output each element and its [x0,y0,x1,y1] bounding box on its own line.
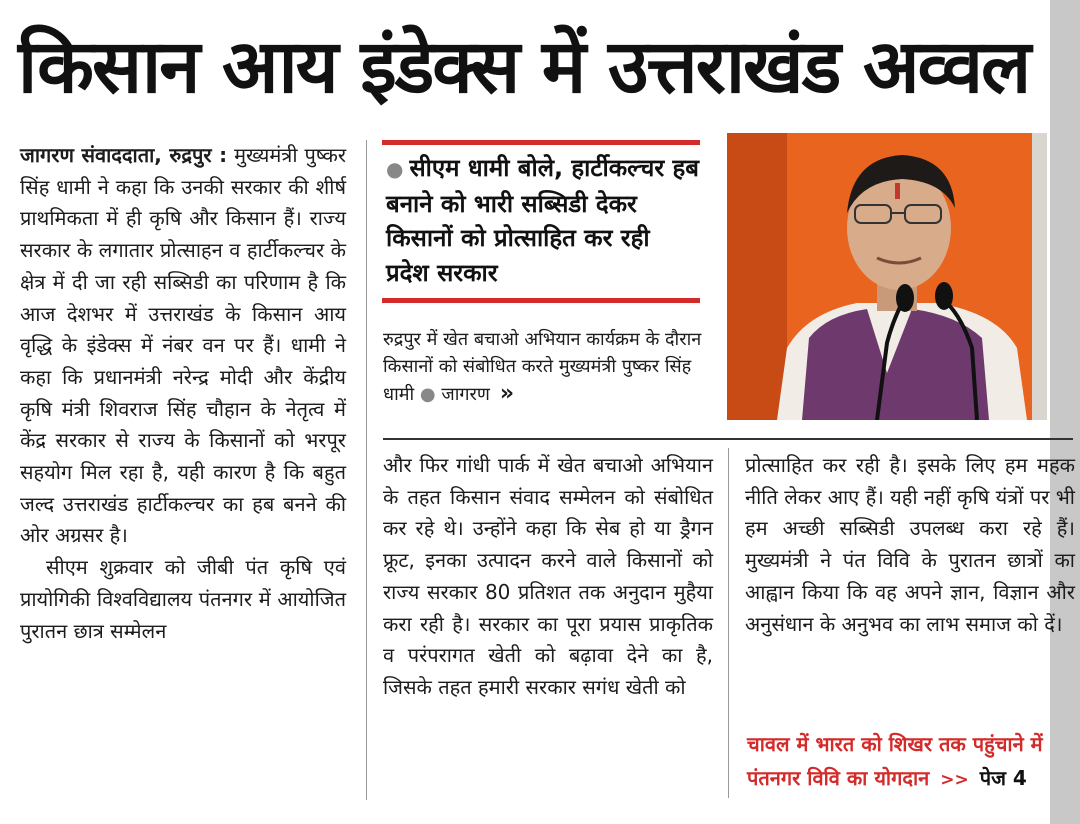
chief-minister-photo [727,133,1047,420]
caption-credit: जागरण [441,384,490,405]
headline: किसान आय इंडेक्स में उत्तराखंड अव्वल [18,24,1030,110]
caption-text: रुद्रपुर में खेत बचाओ अभियान कार्यक्रम के दौरान किसानों को संबोधित करते मुख्यमंत्री पुष्कर सिंह धामी [383,329,702,405]
photo-backdrop-shade [727,133,787,420]
bullet-dot-icon: ● [386,157,404,181]
column-divider-1 [366,140,367,800]
pull-quote-text: सीएम धामी बोले, हार्टीकल्चर हब बनाने को भारी सब्सिडी देकर किसानों को प्रोत्साहित कर रही प्रदेश सरकार [386,154,699,287]
article-paragraph-1-text: मुख्यमंत्री पुष्कर सिंह धामी ने कहा कि उनकी सरकार की शीर्ष प्राथमिकता में ही कृषि और किसान हैं। राज्य सरकार के लगातार प्रोत्साहन व हार्टीकल्चर के क्षेत्र में दी जा रही सब्सिडी का परिणाम है कि आज देशभर में उत्तराखंड के किसान आय वृद्धि के इंडेक्स में नंबर वन पर हैं। धामी ने कहा कि प्रधानमंत्री नरेन्द्र मोदी और केंद्रीय कृषि मंत्री शिवराज सिंह चौहान के नेतृत्व में केंद्र सरकार से राज्य के किसानों को भरपूर सहयोग मिल रहा है, यही कारण है कि बहुत जल्द उत्तराखंड हार्टीकल्चर का हब बनने की ओर अग्रसर है। [20,143,347,548]
pull-quote-box [382,140,700,303]
tilak [895,183,900,199]
article-paragraph-2: सीएम शुक्रवार को जीबी पंत कृषि एवं प्रायोगिकी विश्वविद्यालय पंतनगर में आयोजित पुरातन छात्र सम्मेलन [20,555,346,643]
teaser-text: चावल में भारत को शिखर तक पहुंचाने में पंतनगर विवि का योगदान [747,732,1043,790]
page-teaser[interactable] [747,727,1077,797]
photo-edge [1032,133,1047,420]
teaser-arrows: >> [940,770,969,790]
pull-quote [382,145,700,292]
pull-quote-bottom-rule [382,298,700,303]
article-column-1 [20,140,346,647]
article-column-2: और फिर गांधी पार्क में खेत बचाओ अभियान के तहत किसान संवाद सम्मेलन को संबोधित कर रहे थे। उन्होंने कहा कि सेब हो या ड्रैगन फ्रूट, इनका उत्पादन करने वाले किसानों को राज्य सरकार 80 प्रतिशत तक अनुदान मुहैया करा रही है। सरकार का पूरा प्रयास प्राकृतिक व परंपरागत खेती को बढ़ावा देने का है, जिसके तहत हमारी सरकार सगंध खेती को [383,453,713,699]
article-column-3: प्रोत्साहित कर रही है। इसके लिए हम महक नीति लेकर आए हैं। यही नहीं कृषि यंत्रों पर भी हम अच्छी सब्सिडी उपलब्ध करा रहे हैं। मुख्यमंत्री ने पंत विवि के पुरातन छात्रों का आह्वान किया कि वह अपने ज्ञान, विज्ञान और अनुसंधान के अनुभव का लाभ समाज को दें। [745,453,1075,636]
microphone-left [896,284,914,312]
article-paragraph-1 [20,140,346,552]
column-divider-2 [728,448,729,798]
teaser-page-ref: पेज 4 [979,766,1027,790]
photo-caption [383,326,713,408]
microphone-right [935,282,953,310]
horizontal-divider [383,438,1073,440]
byline: जागरण संवाददाता, रुद्रपुर : [20,143,228,167]
page-edge-strip [1050,0,1080,824]
caption-dot-icon: ● [419,384,436,405]
double-chevron-icon: » [499,381,515,406]
